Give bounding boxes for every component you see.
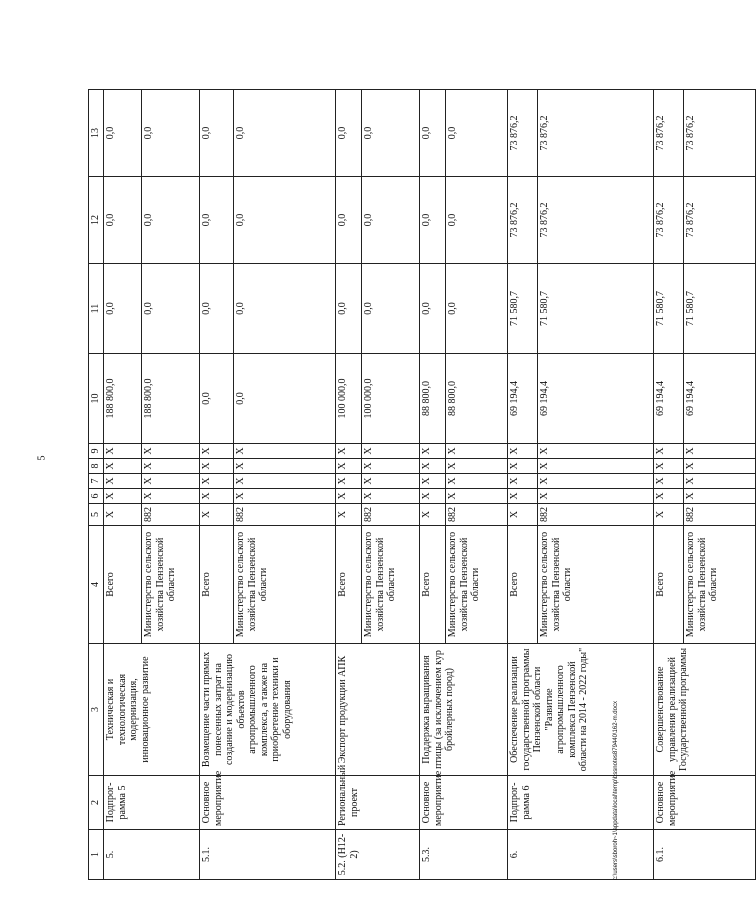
cell-c6: X: [104, 489, 142, 504]
cell-c11: 71 580,7: [654, 264, 684, 354]
cell-c6: X: [200, 489, 234, 504]
cell-c6: X: [142, 489, 200, 504]
table-row: [508, 90, 538, 880]
row-type: Подпрог-рамма 6: [508, 776, 654, 830]
cell-c6: X: [420, 489, 446, 504]
column-header: 13: [89, 90, 104, 177]
cell-c7: X: [420, 474, 446, 489]
cell-c13: 0,0: [336, 90, 362, 177]
cell-c8: X: [234, 459, 336, 474]
row-type: Основное мероприятие: [654, 776, 756, 830]
column-header: 11: [89, 264, 104, 354]
cell-c10: 88 800,0: [446, 354, 508, 444]
cell-c6: X: [654, 489, 684, 504]
cell-c13: 73 876,2: [508, 90, 538, 177]
cell-c8: X: [684, 459, 756, 474]
row-type: Региональный проект: [336, 776, 420, 830]
cell-c13: 0,0: [200, 90, 234, 177]
cell-c8: X: [104, 459, 142, 474]
cell-c9: X: [446, 444, 508, 459]
cell-c6: X: [362, 489, 420, 504]
cell-c7: X: [234, 474, 336, 489]
cell-c5: X: [420, 504, 446, 526]
cell-c8: X: [446, 459, 508, 474]
table-body: [89, 90, 756, 880]
cell-c5: X: [654, 504, 684, 526]
row-title: Возмещение части прямых понесенных затрат на создание и модернизацию объектов агропромышленного комплекса, а также на приобретение техники и оборудования: [200, 644, 336, 776]
row-number: 5.1.: [200, 830, 336, 880]
row-executor: Министерство сельского хозяйства Пензенской области: [142, 526, 200, 644]
cell-c5: X: [104, 504, 142, 526]
cell-c9: X: [234, 444, 336, 459]
cell-c8: X: [508, 459, 538, 474]
cell-c10: 100 000,0: [362, 354, 420, 444]
row-executor: Министерство сельского хозяйства Пензенской области: [538, 526, 654, 644]
cell-c8: X: [654, 459, 684, 474]
column-header: 4: [89, 526, 104, 644]
cell-c10: 0,0: [234, 354, 336, 444]
row-executor: Министерство сельского хозяйства Пензенской области: [234, 526, 336, 644]
row-number: 6.: [508, 830, 654, 880]
cell-c9: X: [142, 444, 200, 459]
cell-c9: X: [200, 444, 234, 459]
cell-c13: 0,0: [104, 90, 142, 177]
cell-c11: 0,0: [234, 264, 336, 354]
row-executor: Министерство сельского хозяйства Пензенской области: [446, 526, 508, 644]
cell-c5: 882: [362, 504, 420, 526]
cell-c12: 0,0: [234, 177, 336, 264]
cell-c5: 882: [446, 504, 508, 526]
cell-c13: 0,0: [142, 90, 200, 177]
cell-c8: X: [538, 459, 654, 474]
cell-c10: 69 194,4: [508, 354, 538, 444]
row-executor: Всего: [654, 526, 684, 644]
cell-c9: X: [654, 444, 684, 459]
row-type: Основное мероприятие: [200, 776, 336, 830]
row-number: 5.2. (Н12-2): [336, 830, 420, 880]
cell-c12: 73 876,2: [684, 177, 756, 264]
cell-c7: X: [104, 474, 142, 489]
table-row: [104, 90, 142, 880]
cell-c10: 100 000,0: [336, 354, 362, 444]
cell-c13: 0,0: [234, 90, 336, 177]
cell-c11: 71 580,7: [508, 264, 538, 354]
cell-c11: 71 580,7: [538, 264, 654, 354]
row-executor: Всего: [104, 526, 142, 644]
row-executor: Министерство сельского хозяйства Пензенской области: [362, 526, 420, 644]
cell-c8: X: [200, 459, 234, 474]
cell-c10: 188 800,0: [142, 354, 200, 444]
cell-c13: 0,0: [362, 90, 420, 177]
cell-c7: X: [654, 474, 684, 489]
column-header: 6: [89, 489, 104, 504]
cell-c5: 882: [684, 504, 756, 526]
row-title: Техническая и технологическая модернизация, инновационное развитие: [104, 644, 200, 776]
cell-c6: X: [336, 489, 362, 504]
column-header: 9: [89, 444, 104, 459]
cell-c10: 88 800,0: [420, 354, 446, 444]
cell-c10: 0,0: [200, 354, 234, 444]
cell-c12: 0,0: [420, 177, 446, 264]
cell-c8: X: [336, 459, 362, 474]
cell-c12: 0,0: [336, 177, 362, 264]
column-header: 2: [89, 776, 104, 830]
cell-c9: X: [538, 444, 654, 459]
cell-c10: 69 194,4: [654, 354, 684, 444]
column-header: 8: [89, 459, 104, 474]
column-header: 10: [89, 354, 104, 444]
cell-c13: 73 876,2: [538, 90, 654, 177]
cell-c7: X: [684, 474, 756, 489]
row-title: Экспорт продукции АПК: [336, 644, 420, 776]
cell-c10: 188 800,0: [104, 354, 142, 444]
row-number: 5.: [104, 830, 200, 880]
cell-c7: X: [446, 474, 508, 489]
cell-c5: 882: [234, 504, 336, 526]
row-title: Совершенствование управления реализацией Государственной программы: [654, 644, 756, 776]
cell-c7: X: [142, 474, 200, 489]
cell-c11: 0,0: [104, 264, 142, 354]
cell-c12: 0,0: [446, 177, 508, 264]
header-row: [89, 90, 104, 880]
column-header: 1: [89, 830, 104, 880]
cell-c5: X: [200, 504, 234, 526]
table-row: [200, 90, 234, 880]
row-executor: Всего: [200, 526, 234, 644]
cell-c11: 0,0: [362, 264, 420, 354]
column-header: 3: [89, 644, 104, 776]
row-executor: Всего: [336, 526, 362, 644]
row-title: Обеспечение реализации государственной программы Пензенской области "Развитие агропромышленного комплекса Пензенской области на 2014 - 2022 годы": [508, 644, 654, 776]
cell-c8: X: [142, 459, 200, 474]
cell-c10: 69 194,4: [538, 354, 654, 444]
cell-c11: 0,0: [142, 264, 200, 354]
table-row: [336, 90, 362, 880]
column-header: 5: [89, 504, 104, 526]
cell-c5: X: [336, 504, 362, 526]
cell-c12: 0,0: [362, 177, 420, 264]
cell-c6: X: [234, 489, 336, 504]
cell-c9: X: [684, 444, 756, 459]
cell-c7: X: [362, 474, 420, 489]
cell-c12: 73 876,2: [538, 177, 654, 264]
row-number: 5.3.: [420, 830, 508, 880]
cell-c12: 0,0: [200, 177, 234, 264]
cell-c11: 0,0: [336, 264, 362, 354]
cell-c11: 0,0: [446, 264, 508, 354]
cell-c12: 0,0: [104, 177, 142, 264]
page-number: 5: [36, 455, 48, 461]
cell-c6: X: [538, 489, 654, 504]
table-row: [420, 90, 446, 880]
row-type: Подпрог-рамма 5: [104, 776, 200, 830]
cell-c7: X: [508, 474, 538, 489]
column-header: 7: [89, 474, 104, 489]
cell-c12: 73 876,2: [508, 177, 538, 264]
file-path-footer: c:\users\sboroh~1\appdata\local\temp\bssnotes879440\162-m.docx: [613, 701, 619, 880]
cell-c13: 0,0: [420, 90, 446, 177]
cell-c13: 0,0: [446, 90, 508, 177]
cell-c11: 0,0: [420, 264, 446, 354]
cell-c13: 73 876,2: [684, 90, 756, 177]
cell-c9: X: [362, 444, 420, 459]
cell-c11: 0,0: [200, 264, 234, 354]
row-number: 6.1.: [654, 830, 756, 880]
row-title: Поддержка выращивания птицы (за исключением кур бройлерных пород): [420, 644, 508, 776]
cell-c7: X: [200, 474, 234, 489]
cell-c5: X: [508, 504, 538, 526]
cell-c6: X: [508, 489, 538, 504]
row-type: Основное мероприятие: [420, 776, 508, 830]
program-table: [88, 89, 756, 880]
cell-c9: X: [420, 444, 446, 459]
row-executor: Всего: [420, 526, 446, 644]
row-executor: Министерство сельского хозяйства Пензенской области: [684, 526, 756, 644]
cell-c5: 882: [538, 504, 654, 526]
cell-c9: X: [104, 444, 142, 459]
cell-c12: 0,0: [142, 177, 200, 264]
cell-c7: X: [538, 474, 654, 489]
table-row: [654, 90, 684, 880]
cell-c8: X: [420, 459, 446, 474]
cell-c5: 882: [142, 504, 200, 526]
cell-c9: X: [508, 444, 538, 459]
cell-c10: 69 194,4: [684, 354, 756, 444]
cell-c9: X: [336, 444, 362, 459]
cell-c6: X: [684, 489, 756, 504]
cell-c11: 71 580,7: [684, 264, 756, 354]
cell-c7: X: [336, 474, 362, 489]
cell-c12: 73 876,2: [654, 177, 684, 264]
cell-c6: X: [446, 489, 508, 504]
row-executor: Всего: [508, 526, 538, 644]
cell-c13: 73 876,2: [654, 90, 684, 177]
cell-c8: X: [362, 459, 420, 474]
column-header: 12: [89, 177, 104, 264]
